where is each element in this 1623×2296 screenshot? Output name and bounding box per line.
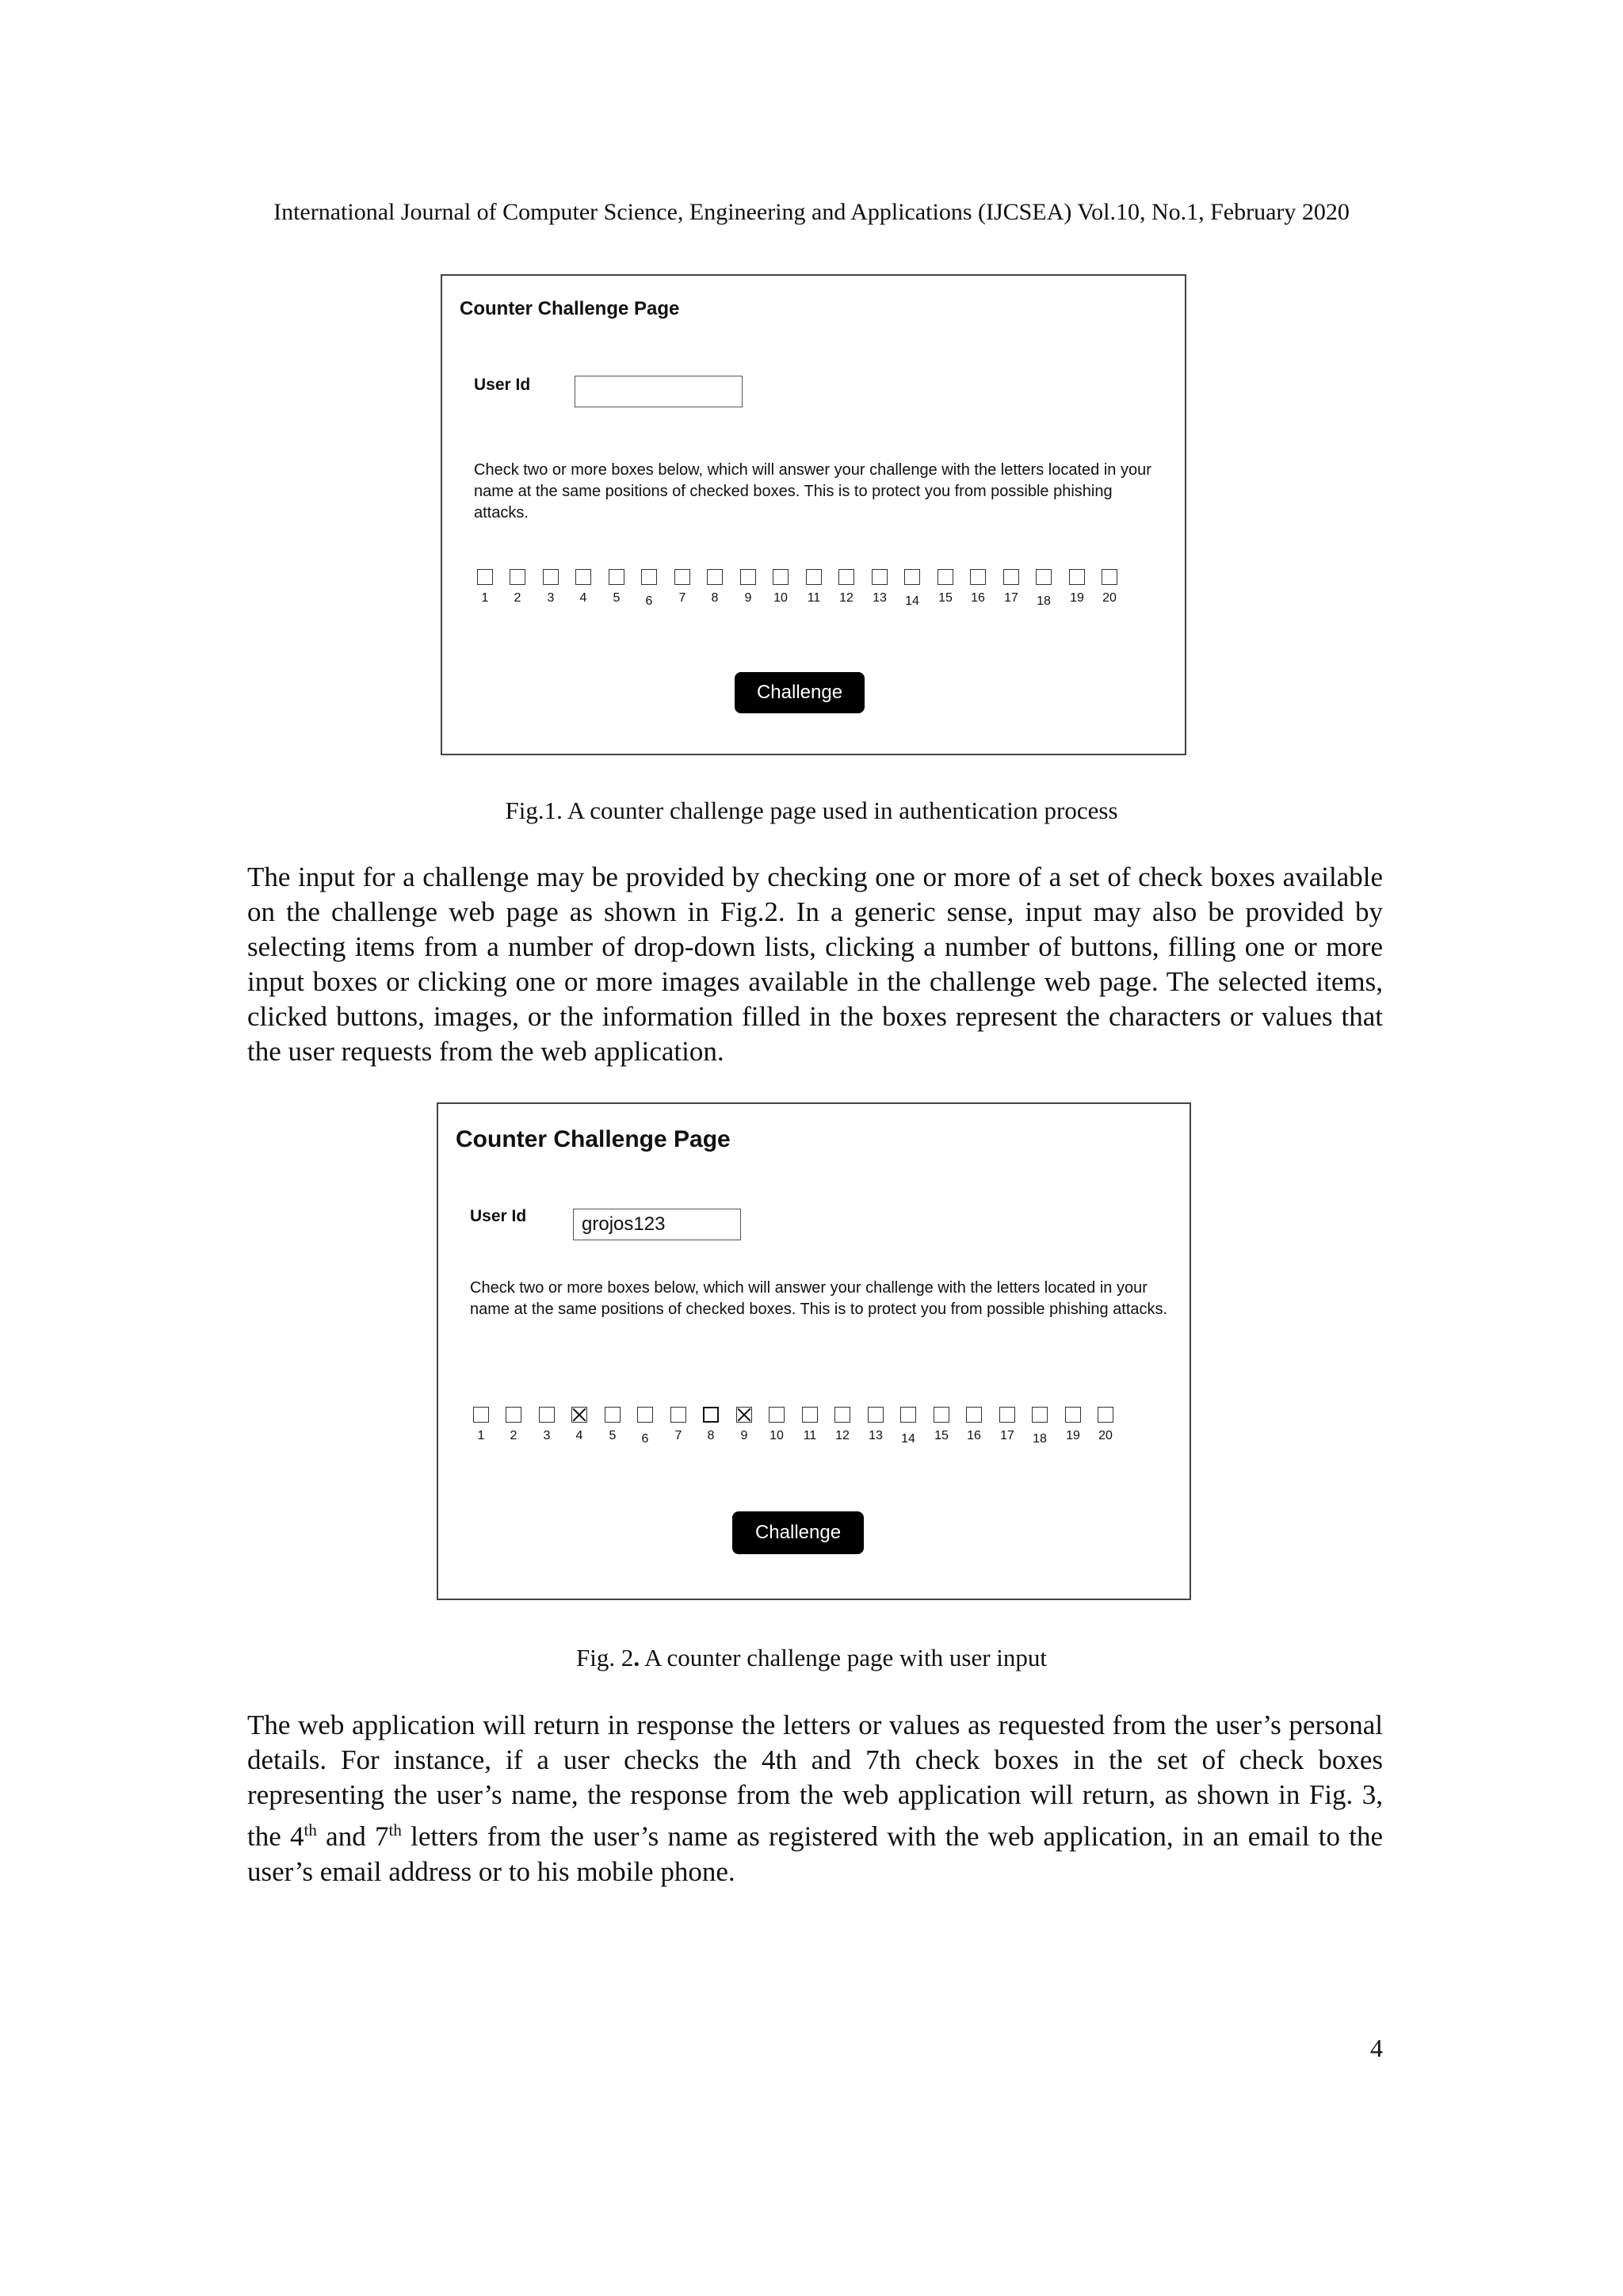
checkbox-number-label: 4 <box>579 591 587 605</box>
superscript-th: th <box>388 1820 402 1839</box>
checkbox-12[interactable] <box>838 569 854 585</box>
caption-period: . <box>633 1644 640 1671</box>
checkbox-number-label: 17 <box>1004 591 1018 605</box>
checkbox-number-label: 19 <box>1066 1429 1080 1442</box>
checkbox-number-label: 11 <box>803 1429 817 1442</box>
figure-2-caption <box>0 1644 1623 1672</box>
checkbox-6[interactable] <box>637 1407 653 1423</box>
checkbox-number-label: 9 <box>740 1429 748 1442</box>
checkbox-number-label: 17 <box>1000 1429 1014 1442</box>
instructions-text: Check two or more boxes below, which will answer your challenge with the letters located in your name at the same positions of checked boxes. This is to protect you from possible phishing attacks. <box>474 461 1151 521</box>
checkbox-19[interactable] <box>1065 1407 1081 1423</box>
checkbox-9[interactable] <box>736 1407 752 1423</box>
caption-text: A counter challenge page with user input <box>640 1644 1048 1671</box>
checkbox-4[interactable] <box>575 569 591 585</box>
checkbox-number-label: 15 <box>938 591 953 605</box>
page-title: Counter Challenge Page <box>460 298 680 319</box>
paragraph-2-part-2: and 7 <box>316 1820 389 1852</box>
checkbox-number-label: 11 <box>807 591 821 605</box>
checkbox-10[interactable] <box>773 569 789 585</box>
checkbox-9[interactable] <box>740 569 756 585</box>
checkbox-2[interactable] <box>506 1407 521 1423</box>
checkbox-2[interactable] <box>510 569 525 585</box>
checkbox-number-label: 18 <box>1033 1432 1047 1446</box>
checkbox-number-label: 5 <box>609 1429 617 1442</box>
challenge-button[interactable]: Challenge <box>735 672 865 713</box>
checkbox-number-label: 8 <box>711 591 719 605</box>
checkbox-number-label: 19 <box>1070 591 1084 605</box>
checkbox-number-label: 15 <box>934 1429 949 1442</box>
checkbox-5[interactable] <box>605 1407 621 1423</box>
instructions-text: Check two or more boxes below, which will answer your challenge with the letters located in your name at the same positions of checked boxes. This is to protect you from possible phishing attacks. <box>470 1279 1168 1318</box>
checkbox-number-label: 16 <box>967 1429 981 1442</box>
checkbox-number-label: 6 <box>645 594 653 608</box>
checkbox-1[interactable] <box>477 569 493 585</box>
checkbox-17[interactable] <box>1003 569 1019 585</box>
checkbox-number-label: 3 <box>543 1429 551 1442</box>
checkbox-17[interactable] <box>999 1407 1015 1423</box>
superscript-th: th <box>304 1820 317 1839</box>
checkbox-number-label: 2 <box>514 591 521 605</box>
checkbox-number-label: 5 <box>613 591 621 605</box>
checkbox-13[interactable] <box>868 1407 884 1423</box>
checkbox-8[interactable] <box>703 1407 719 1423</box>
checkbox-5[interactable] <box>609 569 624 585</box>
checkbox-14[interactable] <box>904 569 920 585</box>
checkbox-number-label: 9 <box>744 591 752 605</box>
checkbox-number-label: 4 <box>575 1429 583 1442</box>
checkbox-18[interactable] <box>1036 569 1052 585</box>
checkbox-number-label: 14 <box>905 594 919 608</box>
figure-1-counter-challenge-page <box>441 274 1186 755</box>
checkbox-16[interactable] <box>970 569 986 585</box>
checkbox-number-label: 10 <box>769 1429 784 1442</box>
checkbox-12[interactable] <box>834 1407 850 1423</box>
checkbox-number-label: 20 <box>1102 591 1117 605</box>
checkbox-13[interactable] <box>872 569 888 585</box>
checkbox-14[interactable] <box>900 1407 916 1423</box>
checkbox-15[interactable] <box>934 1407 949 1423</box>
checkbox-number-label: 6 <box>641 1432 649 1446</box>
journal-header: International Journal of Computer Science, Engineering and Applications (IJCSEA) Vol.10, No.1, February 2020 <box>273 199 1350 225</box>
checkbox-7[interactable] <box>670 1407 686 1423</box>
checkbox-8[interactable] <box>707 569 723 585</box>
checkbox-3[interactable] <box>543 569 559 585</box>
checkbox-11[interactable] <box>802 1407 818 1423</box>
page-title: Counter Challenge Page <box>456 1126 731 1152</box>
checkbox-10[interactable] <box>769 1407 785 1423</box>
checkbox-20[interactable] <box>1098 1407 1113 1423</box>
user-id-label: User Id <box>470 1207 527 1225</box>
paragraph-2-part-1: The web application will return in response the letters or values as requested from the user’s personal details. For instance, if a user checks the 4th and 7th check boxes in the set of check boxes representing the user’s name, the response from the web application will return, as shown in Fig. 3, the 4 <box>247 1710 1383 1852</box>
user-id-input[interactable] <box>575 376 743 407</box>
checkbox-19[interactable] <box>1069 569 1085 585</box>
checkbox-1[interactable] <box>473 1407 489 1423</box>
checkbox-3[interactable] <box>539 1407 555 1423</box>
checkbox-number-label: 13 <box>869 1429 883 1442</box>
figure-1-caption: Fig.1. A counter challenge page used in authentication process <box>505 797 1118 824</box>
checkbox-number-label: 2 <box>510 1429 517 1442</box>
checkbox-18[interactable] <box>1032 1407 1048 1423</box>
checkbox-number-label: 12 <box>835 1429 850 1442</box>
checkbox-number-label: 20 <box>1098 1429 1113 1442</box>
checkbox-20[interactable] <box>1102 569 1117 585</box>
paragraph-1-text: The input for a challenge may be provided by checking one or more of a set of check boxes available on the challenge web page as shown in Fig.2. In a generic sense, input may also be provided by selecting items from a number of drop-down lists, clicking a number of buttons, filling one or more input boxes or clicking one or more images available in the challenge web page. The selected items, clicked buttons, images, or the information filled in the boxes represent the characters or values that the user requests from the web application. <box>247 861 1383 1067</box>
checkbox-number-label: 14 <box>901 1432 915 1446</box>
figure-2-counter-challenge-page <box>437 1102 1191 1600</box>
checkbox-number-label: 8 <box>707 1429 715 1442</box>
checkbox-number-label: 3 <box>547 591 555 605</box>
paragraph-2-part-3: letters from the user’s name as registered with the web application, in an email to the user’s email address or to his mobile phone. <box>247 1820 1383 1887</box>
checkbox-16[interactable] <box>966 1407 982 1423</box>
checkbox-number-label: 1 <box>481 591 489 605</box>
checkbox-number-label: 12 <box>839 591 854 605</box>
checkbox-6[interactable] <box>641 569 657 585</box>
caption-label: Fig. 2 <box>575 1644 634 1671</box>
checkbox-7[interactable] <box>674 569 690 585</box>
checkbox-11[interactable] <box>806 569 822 585</box>
checkbox-number-label: 18 <box>1037 594 1051 608</box>
user-id-label: User Id <box>474 376 531 394</box>
checkbox-4[interactable] <box>571 1407 587 1423</box>
user-id-input[interactable]: grojos123 <box>573 1209 741 1240</box>
paragraph-2 <box>247 1708 1383 1889</box>
paragraph-1 <box>247 860 1383 1069</box>
paragraph-2-text <box>247 1708 1383 1889</box>
checkbox-number-label: 7 <box>674 1429 682 1442</box>
checkbox-number-label: 1 <box>477 1429 485 1442</box>
checkbox-number-label: 16 <box>971 591 985 605</box>
checkbox-number-label: 13 <box>873 591 887 605</box>
checkbox-number-label: 10 <box>773 591 788 605</box>
checkbox-15[interactable] <box>938 569 953 585</box>
challenge-button[interactable]: Challenge <box>732 1511 864 1554</box>
page-number: 4 <box>1370 2034 1383 2062</box>
checkbox-number-label: 7 <box>678 591 686 605</box>
